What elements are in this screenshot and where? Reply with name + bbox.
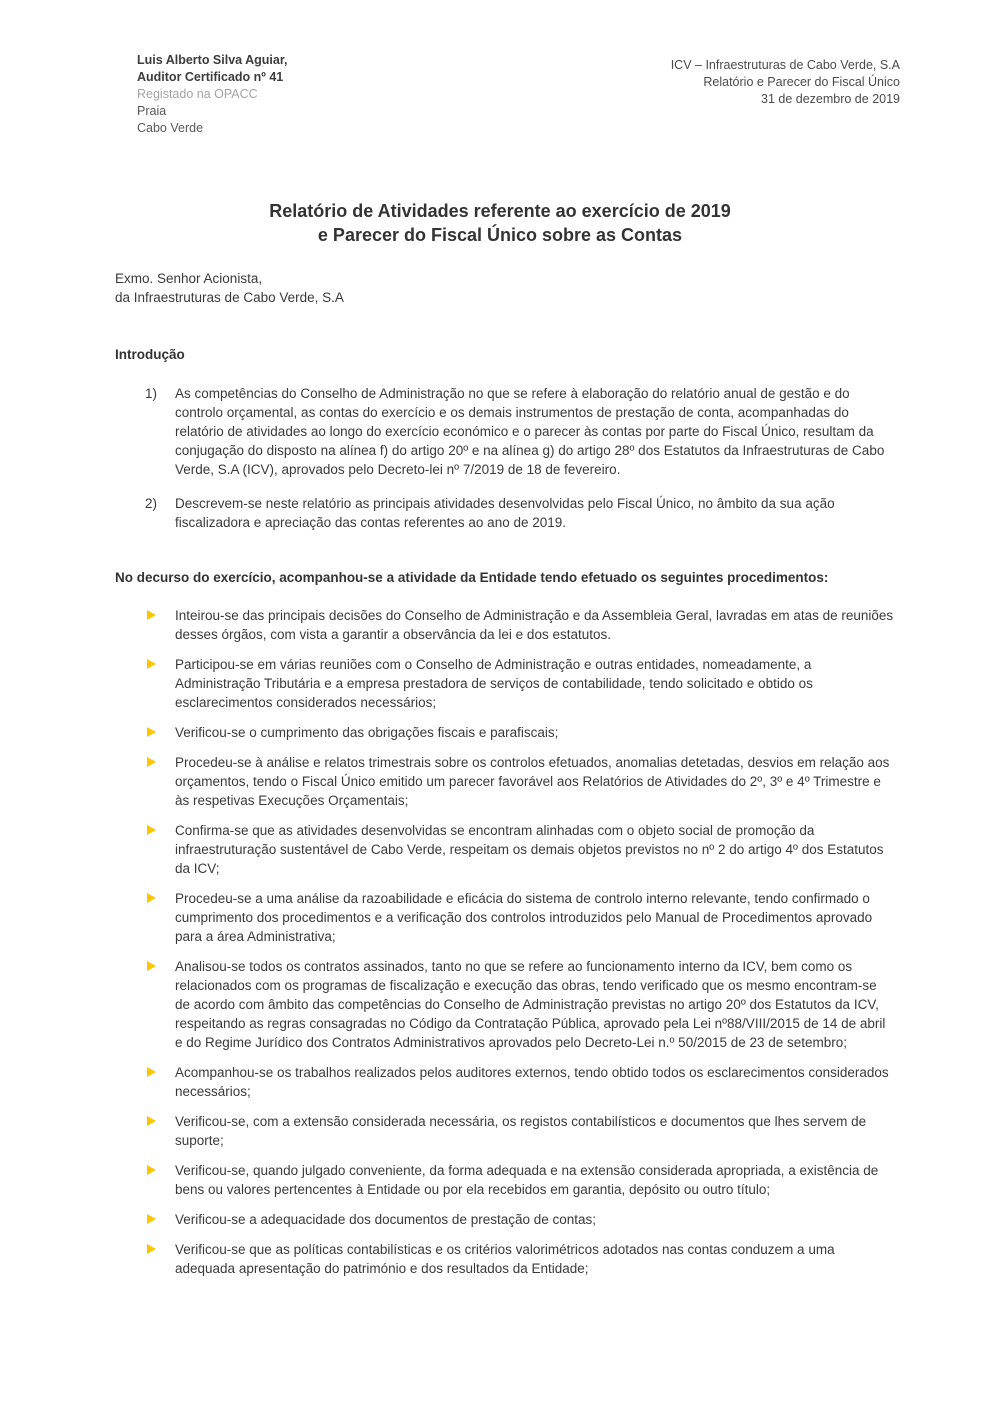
triangle-bullet-icon [147,606,175,644]
bullet-item [147,821,895,878]
bullet-text: Procedeu-se a uma análise da razoabilidade e eficácia do sistema de controlo interno relevante, tendo confirmado o cumprimento dos procedimentos e a verificação dos controlos introduzidos pelo Manual de Procedimentos aprovado para a área Administrativa; [175,891,873,944]
procedures-bullet-list [115,606,895,1278]
triangle-bullet-icon [147,889,175,946]
triangle-bullet-icon [147,1161,175,1199]
document-body [0,269,1000,1278]
letterhead-auditor-block [137,52,288,137]
bullet-text: Inteirou-se das principais decisões do Conselho de Administração e da Assembleia Geral, lavradas em atas de reuniões desses órgãos, com vista a garantir a observância da lei e dos estatutos. [175,608,894,642]
bullet-item [147,957,895,1052]
bullet-item [147,1112,895,1150]
triangle-bullet-icon [147,1063,175,1101]
bullet-item [147,1210,895,1229]
report-name: Relatório e Parecer do Fiscal Único [703,75,900,89]
bullet-item [147,1063,895,1101]
triangle-bullet-icon [147,1210,175,1229]
salutation-line1: Exmo. Senhor Acionista, [115,271,263,286]
auditor-country: Cabo Verde [137,121,204,135]
triangle-bullet-icon [147,1112,175,1150]
bullet-item [147,655,895,712]
report-date: 31 de dezembro de 2019 [761,92,900,106]
bullet-item [147,753,895,810]
numbered-item-1 [145,384,895,479]
salutation [115,269,895,307]
auditor-credential: Auditor Certificado nº 41 [137,70,284,84]
bullet-text: Acompanhou-se os trabalhos realizados pelos auditores externos, tendo obtido todos os esclarecimentos considerados necessários; [175,1065,889,1099]
triangle-bullet-icon [147,723,175,742]
bullet-text: Procedeu-se à análise e relatos trimestrais sobre os controlos efetuados, anomalias detetadas, desvios em relação aos orçamentos, tendo o Fiscal Único emitido um parecer favorável aos Relatórios de Atividades do 2º, 3º e 4º Trimestre e às respetivas Execuções Orçamentais; [175,755,890,808]
bullet-text: Verificou-se, quando julgado conveniente, da forma adequada e na extensão considerada apropriada, a existência de bens ou valores pertencentes à Entidade ou por ela recebidos em garantia, depósito ou outro título; [175,1163,879,1197]
bullet-text: Participou-se em várias reuniões com o Conselho de Administração e outras entidades, nomeadamente, a Administração Tributária e a empresa prestadora de serviços de contabilidade, tendo solicitado e obtido os esclarecimentos considerados necessários; [175,657,813,710]
bullet-text: Verificou-se o cumprimento das obrigações fiscais e parafiscais; [175,725,559,740]
item-text: Descrevem-se neste relatório as principais atividades desenvolvidas pelo Fiscal Único, no âmbito da sua ação fiscalizadora e apreciação das contas referentes ao ano de 2019. [175,496,835,530]
bullet-text: Verificou-se a adequacidade dos documentos de prestação de contas; [175,1212,597,1227]
auditor-city: Praia [137,104,167,118]
auditor-name: Luis Alberto Silva Aguiar, [137,53,288,67]
bullet-text: Analisou-se todos os contratos assinados, tanto no que se refere ao funcionamento interno da ICV, bem como os relacionados com os programas de fiscalização e execução das obras, tendo verificado que os mesmo encontram-se de acordo com âmbito das competências do Conselho de Administração previstas no artigo 20º dos Estatutos da ICV, respeitando as regras consagradas no Código da Contratação Pública, aprovado pela Lei nº88/VIII/2015 de 14 de abril e do Regime Jurídico dos Contratos Administrativos aprovados pelo Decreto-Lei n.º 50/2015 de 23 de setembro; [175,959,886,1050]
auditor-registration: Registado na OPACC [137,87,258,101]
salutation-line2: da Infraestruturas de Cabo Verde, S.A [115,290,344,305]
triangle-bullet-icon [147,1240,175,1278]
bullet-item [147,1240,895,1278]
letterhead [0,0,1000,137]
section-heading-introducao: Introdução [115,347,185,362]
company-name: ICV – Infraestruturas de Cabo Verde, S.A [670,58,900,72]
bullet-text: Verificou-se, com a extensão considerada necessária, os registos contabilísticos e documentos que lhes servem de suporte; [175,1114,867,1148]
document-title-line1: Relatório de Atividades referente ao exercício de 2019 [269,201,731,221]
bullet-item [147,606,895,644]
triangle-bullet-icon [147,821,175,878]
triangle-bullet-icon [147,655,175,712]
bullet-text: Verificou-se que as políticas contabilísticas e os critérios valorimétricos adotados nas contas conduzem a uma adequada apresentação do património e dos resultados da Entidade; [175,1242,835,1276]
procedures-heading: No decurso do exercício, acompanhou-se a atividade da Entidade tendo efetuado os seguintes procedimentos: [115,570,829,585]
letterhead-company-block [671,52,900,137]
triangle-bullet-icon [147,957,175,1052]
item-text: As competências do Conselho de Administração no que se refere à elaboração do relatório anual de gestão e do controlo orçamental, as contas do exercício e os demais instrumentos de prestação de conta, acompanhadas do relatório de atividades ao longo do exercício económico e o parecer às contas por parte do Fiscal Único, resultam da conjugação do disposto na alínea f) do artigo 20º e na alínea g) do artigo 28º dos Estatutos da Infraestruturas de Cabo Verde, S.A (ICV), aprovados pelo Decreto-lei nº 7/2019 de 18 de fevereiro. [175,386,885,477]
document-title [0,199,1000,247]
bullet-item [147,1161,895,1199]
bullet-item [147,723,895,742]
triangle-bullet-icon [147,753,175,810]
item-number: 1) [145,386,158,401]
item-number: 2) [145,496,158,511]
document-title-line2: e Parecer do Fiscal Único sobre as Contas [317,225,683,245]
bullet-text: Confirma-se que as atividades desenvolvidas se encontram alinhadas com o objeto social de promoção da infraestruturação sustentável de Cabo Verde, respeitam os demais objetos previstos no nº 2 do artigo 4º dos Estatutos da ICV; [175,823,884,876]
bullet-item [147,889,895,946]
numbered-item-2 [145,494,895,532]
